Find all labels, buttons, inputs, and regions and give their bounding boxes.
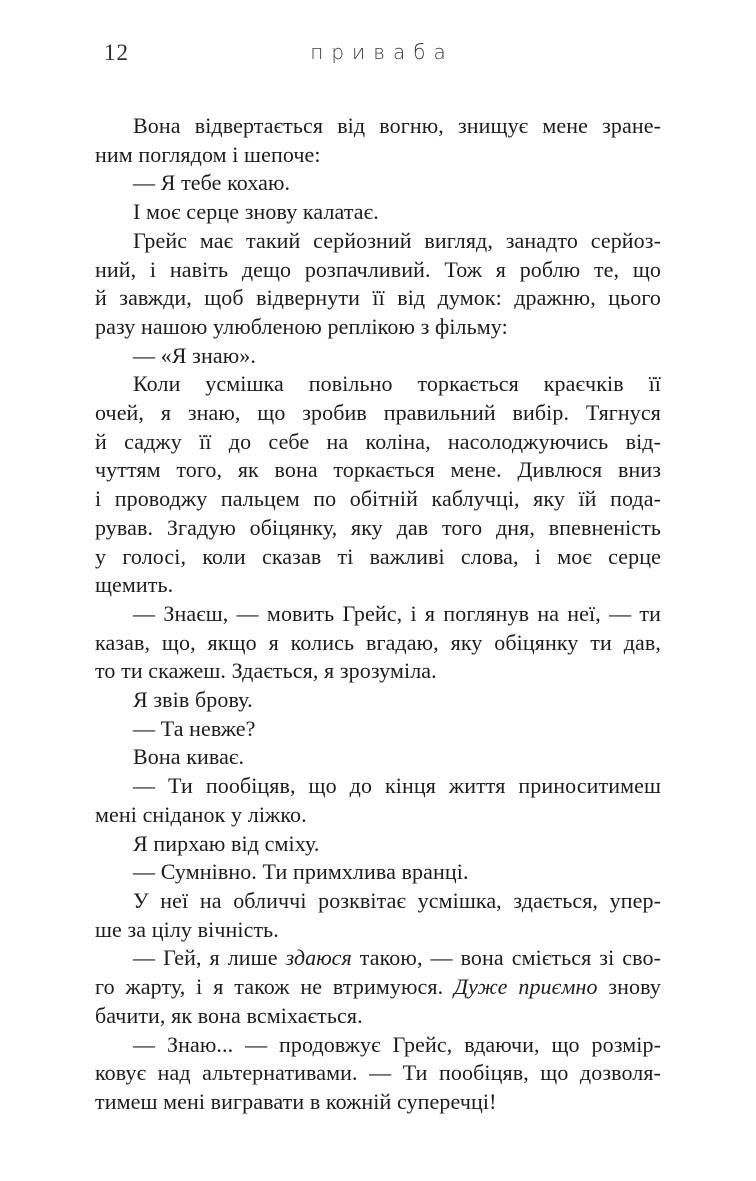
page-text: [95, 112, 661, 1117]
text-segment: тимеш мені вигравати в кожній суперечці!: [95, 1088, 497, 1114]
text-segment: — Гей, я лише: [133, 945, 286, 971]
text-segment: такою, — вона сміється зі сво-: [351, 945, 661, 971]
text-line: [95, 944, 661, 973]
text-segment: — «Я знаю».: [133, 342, 256, 368]
text-segment: Я звів брову.: [133, 687, 253, 713]
text-segment: то ти скажеш. Здається, я зрозуміла.: [95, 658, 437, 684]
text-line: [95, 1088, 661, 1117]
text-segment: го жарту, і я також не втримуюся.: [95, 974, 454, 1000]
text-segment: Грейс має такий серйозний вигляд, занадто серйоз-: [133, 227, 661, 253]
text-segment: Я пирхаю від сміху.: [133, 830, 320, 856]
text-line: [95, 112, 661, 141]
text-line: [95, 284, 661, 313]
text-line: [95, 514, 661, 543]
text-line: [95, 858, 661, 887]
text-line: [95, 657, 661, 686]
text-segment: ний, і навіть дещо розпачливий. Тож я роблю те, що: [95, 256, 661, 282]
text-segment: й завжди, щоб відвернути її від думок: дражню, цього: [95, 285, 661, 311]
text-segment: рував. Згадую обіцянку, яку дав того дня, впевненість: [95, 514, 661, 540]
text-segment: Вона відвертається від вогню, знищує мене зране-: [133, 113, 661, 138]
text-line: [95, 916, 661, 945]
text-line: [95, 456, 661, 485]
text-line: [95, 141, 661, 170]
text-segment: У неї на обличчі розквітає усмішка, здається, упер-: [133, 887, 661, 913]
text-line: [95, 169, 661, 198]
text-line: [95, 600, 661, 629]
text-line: [95, 801, 661, 830]
text-segment: у голосі, коли сказав ті важливі слова, і моє серце: [95, 543, 661, 569]
italic-text-segment: Дуже приємно: [453, 974, 598, 1000]
text-line: [95, 1002, 661, 1031]
text-segment: — Сумнівно. Ти примхлива вранці.: [133, 859, 469, 885]
text-line: [95, 973, 661, 1002]
running-title: приваба: [310, 40, 454, 64]
text-segment: чуттям того, як вона торкається мене. Дивлюся вниз: [95, 457, 661, 483]
text-segment: й саджу її до себе на коліна, насолоджуючись від-: [95, 428, 661, 454]
text-line: [95, 543, 661, 572]
text-line: [95, 485, 661, 514]
text-segment: і проводжу пальцем по обітній каблучці, яку їй пода-: [95, 486, 661, 512]
text-segment: казав, що, якщо я колись вгадаю, яку обіцянку ти дав,: [95, 629, 661, 655]
text-segment: — Ти пообіцяв, що до кінця життя приноситимеш: [133, 773, 661, 799]
text-segment: ковує над альтернативами. — Ти пообіцяв, що дозволя-: [95, 1060, 661, 1086]
text-segment: — Знаю... — продовжує Грейс, вдаючи, що розмір-: [133, 1031, 661, 1057]
text-line: [95, 313, 661, 342]
page-header: [0, 38, 756, 68]
text-segment: — Знаєш, — мовить Грейс, і я поглянув на неї, — ти: [133, 600, 661, 626]
text-line: [95, 227, 661, 256]
text-line: [95, 256, 661, 285]
text-line: [95, 428, 661, 457]
text-segment: Вона киває.: [133, 744, 245, 770]
text-segment: знову: [597, 974, 661, 1000]
text-segment: бачити, як вона всміхається.: [95, 1002, 363, 1028]
text-line: [95, 772, 661, 801]
text-segment: — Та невже?: [133, 715, 256, 741]
text-line: [95, 370, 661, 399]
page-number: 12: [104, 40, 129, 65]
text-line: [95, 629, 661, 658]
text-segment: мені сніданок у ліжко.: [95, 801, 307, 827]
text-segment: разу нашою улюбленою реплікою з фільму:: [95, 313, 508, 339]
text-segment: Коли усмішка повільно торкається краєчків її: [133, 371, 661, 397]
text-segment: ним поглядом і шепоче:: [95, 141, 321, 167]
text-line: [95, 198, 661, 227]
text-line: [95, 887, 661, 916]
italic-text-segment: здаюся: [285, 945, 352, 971]
text-line: [95, 342, 661, 371]
text-line: [95, 715, 661, 744]
text-line: [95, 830, 661, 859]
text-line: [95, 686, 661, 715]
text-line: [95, 1059, 661, 1088]
text-line: [95, 743, 661, 772]
text-line: [95, 399, 661, 428]
text-line: [95, 571, 661, 600]
text-segment: ше за цілу вічність.: [95, 916, 279, 942]
text-segment: — Я тебе кохаю.: [133, 170, 291, 196]
text-segment: І моє серце знову калатає.: [133, 199, 379, 225]
text-segment: щемить.: [95, 572, 174, 598]
text-segment: очей, я знаю, що зробив правильний вибір. Тягнуся: [95, 400, 661, 426]
text-line: [95, 1031, 661, 1060]
